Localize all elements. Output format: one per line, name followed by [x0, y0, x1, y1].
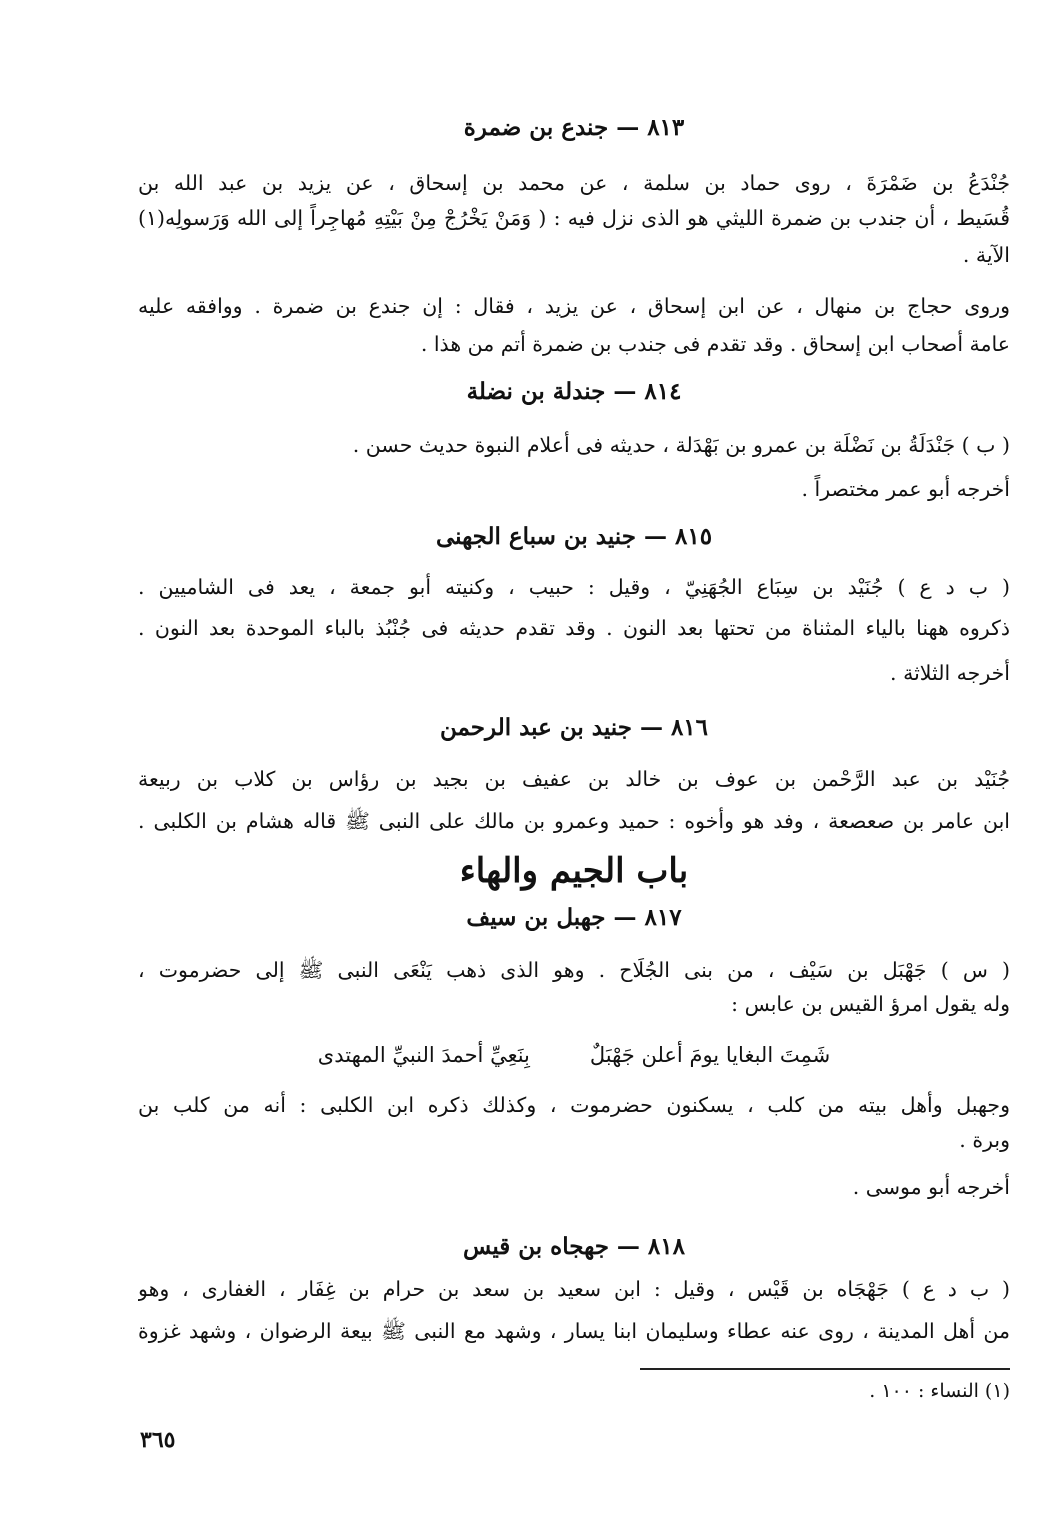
entry-818-line-2: من أهل المدينة ، روى عنه عطاء وسليمان ابنا يسار ، وشهد مع النبى ﷺ بيعة الرضوان ، وشهد غزوة: [138, 1319, 1010, 1343]
chapter-title: باب الجيم والهاء: [459, 851, 689, 891]
entry-813-line-1: جُنْدَعُ بن ضَمْرَةَ ، روى حماد بن سلمة ، عن محمد بن إسحاق ، عن يزيد بن عبد الله بن: [138, 171, 1010, 195]
entry-815-line-2: ذكروه ههنا بالياء المثناة من تحتها بعد النون . وقد تقدم حديثه فى جُنْبُذ بالباء الموحدة بعد النون .: [138, 616, 1010, 640]
entry-817-line-3: وجهبل وأهل بيته من كلب ، يسكنون حضرموت ، وكذلك ذكره ابن الكلبى : أنه من كلب بن: [138, 1093, 1010, 1117]
page-number: ٣٦٥: [140, 1427, 176, 1453]
entry-817-line-4: وبرة .: [959, 1128, 1010, 1152]
entry-heading-816: ٨١٦ — جنيد بن عبد الرحمن: [439, 714, 709, 741]
poem-verse: [138, 1040, 1010, 1070]
entry-heading-817: ٨١٧ — جهبل بن سيف: [466, 904, 682, 931]
poem-hemistich-2: بِنَعِيِّ أحمدَ النبيِّ المهتدى: [317, 1043, 530, 1067]
entry-heading-813: ٨١٣ — جندع بن ضمرة: [463, 114, 685, 141]
entry-heading-814: ٨١٤ — جندلة بن نضلة: [466, 378, 682, 405]
poem-hemistich-1: شَمِتَ البغايا يومَ أعلن جَهْبَلٌ: [589, 1043, 831, 1067]
entry-813-line-3: الآية .: [962, 243, 1010, 267]
footnote: (١) النساء : ١٠٠ .: [869, 1380, 1010, 1402]
entry-814-line-1: ( ب ) جَنْدَلَةُ بن نَضْلَة بن عمرو بن بَهْدَلة ، حديثه فى أعلام النبوة حديث حسن .: [352, 433, 1010, 457]
entry-815-line-3: أخرجه الثلاثة .: [890, 661, 1010, 685]
entry-heading-815: ٨١٥ — جنيد بن سباع الجهنى: [435, 523, 713, 550]
entry-813-line-2: قُسَيط ، أن جندب بن ضمرة الليثي هو الذى نزل فيه : ( وَمَنْ يَخْرُجْ مِنْ بَيْتِهِ مُهاجِراً إلى الله وَرَسولِه(١): [138, 206, 1010, 230]
entry-816-line-1: جُنَيْد بن عبد الرَّحْمن بن عوف بن خالد بن عفيف بن بجيد بن رؤاس بن كلاب بن ربيعة: [138, 767, 1010, 791]
entry-814-line-2: أخرجه أبو عمر مختصراً .: [801, 477, 1010, 501]
entry-815-line-1: ( ب د ع ) جُنَيْد بن سِبَاع الجُهَنِيّ ، وقيل : حبيب ، وكنيته أبو جمعة ، يعد فى الشاميين .: [138, 575, 1010, 599]
entry-813-line-5: عامة أصحاب ابن إسحاق . وقد تقدم فى جندب بن ضمرة أتم من هذا .: [420, 332, 1010, 356]
entry-818-line-1: ( ب د ع ) جَهْجَاه بن قَيْس ، وقيل : ابن سعيد بن سعد بن حرام بن غِفَار ، الغفارى ، وهو: [138, 1277, 1010, 1301]
footnote-rule: [640, 1368, 1010, 1370]
entry-817-line-2: وله يقول امرؤ القيس بن عابس :: [731, 992, 1010, 1016]
entry-817-line-5: أخرجه أبو موسى .: [852, 1175, 1010, 1199]
entry-813-line-4: وروى حجاج بن منهال ، عن ابن إسحاق ، عن يزيد ، فقال : إن جندع بن ضمرة . ووافقه عليه: [138, 294, 1010, 318]
entry-817-line-1: ( س ) جَهْبَل بن سَيْف ، من بنى الجُلَاح . وهو الذى ذهب يَنْعَى النبى ﷺ إلى حضرموت ،: [138, 958, 1010, 982]
entry-heading-818: ٨١٨ — جهجاه بن قيس: [463, 1233, 685, 1260]
entry-816-line-2: ابن عامر بن صعصعة ، وفد هو وأخوه : حميد وعمرو بن مالك على النبى ﷺ قاله هشام بن الكلبى .: [138, 809, 1010, 833]
